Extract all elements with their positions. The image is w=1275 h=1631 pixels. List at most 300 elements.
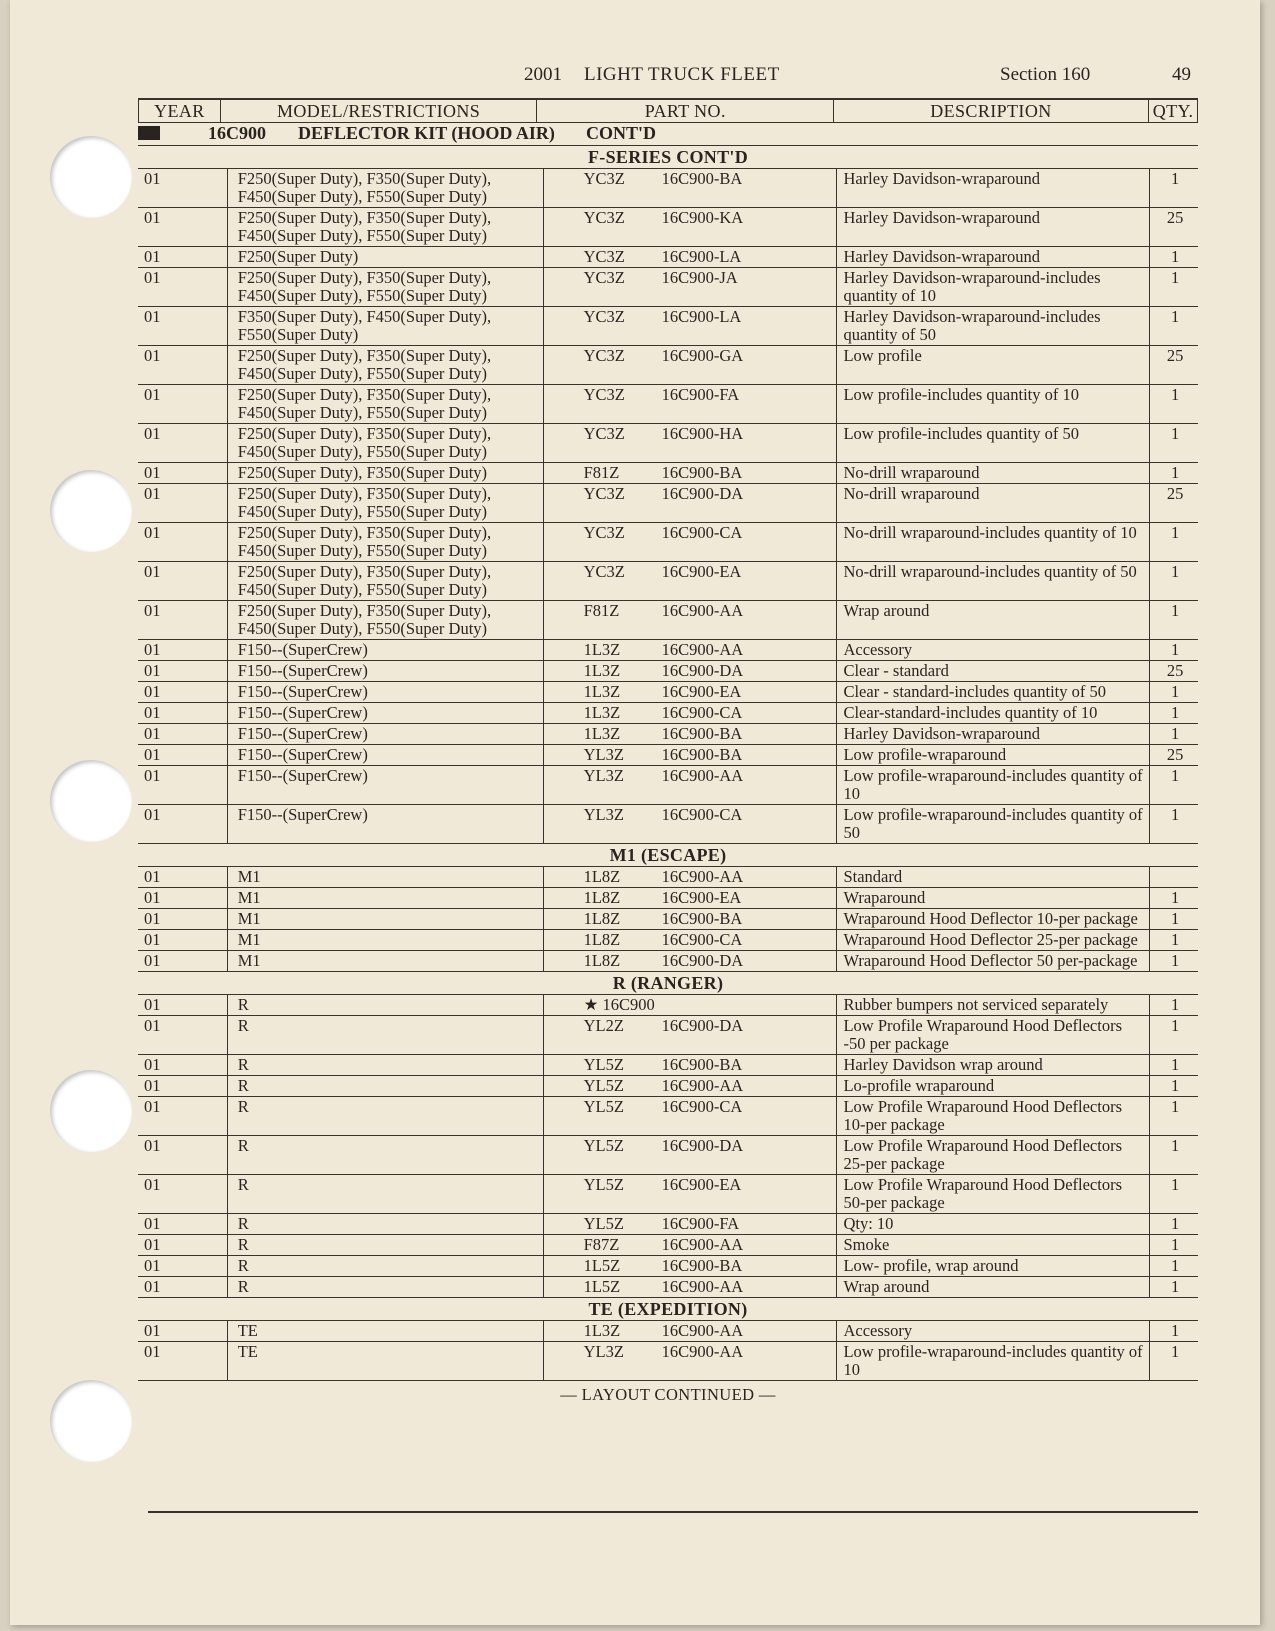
table-row — [138, 1175, 1198, 1214]
row-qty: 1 — [1150, 703, 1198, 724]
part-prefix: 1L3Z — [583, 640, 621, 659]
table-row — [138, 724, 1198, 745]
row-model: M1 — [227, 888, 543, 909]
table-row — [138, 484, 1198, 523]
table-row — [138, 867, 1198, 888]
part-prefix: YL5Z — [583, 1076, 624, 1095]
row-year: 01 — [138, 601, 227, 640]
part-base: 16C900-AA — [661, 1076, 744, 1095]
part-base: 16C900-GA — [661, 346, 744, 365]
row-qty: 1 — [1150, 1321, 1198, 1342]
row-description: Lo-profile wraparound — [837, 1076, 1150, 1097]
row-year: 01 — [138, 640, 227, 661]
row-year: 01 — [138, 661, 227, 682]
row-description: Low profile-includes quantity of 10 — [837, 385, 1150, 424]
table-row — [138, 766, 1198, 805]
table-row — [138, 930, 1198, 951]
section-title: TE (EXPEDITION) — [138, 1298, 1198, 1321]
part-base: 16C900-AA — [661, 640, 744, 659]
row-model: F350(Super Duty), F450(Super Duty), F550(Super Duty) — [227, 307, 543, 346]
row-part-number — [543, 601, 837, 640]
table-row — [138, 562, 1198, 601]
table-row — [138, 1321, 1198, 1342]
row-year: 01 — [138, 346, 227, 385]
row-description: Wraparound — [837, 888, 1150, 909]
row-model: R — [227, 1235, 543, 1256]
part-base: 16C900-DA — [661, 1016, 744, 1035]
row-qty: 1 — [1150, 424, 1198, 463]
table-row — [138, 909, 1198, 930]
part-prefix: 1L3Z — [583, 1321, 621, 1340]
part-base: 16C900-LA — [661, 247, 742, 266]
sections-container — [138, 146, 1198, 1381]
row-qty: 25 — [1150, 346, 1198, 385]
table-row — [138, 682, 1198, 703]
table-row — [138, 463, 1198, 484]
row-qty: 1 — [1150, 1277, 1198, 1298]
row-year: 01 — [138, 208, 227, 247]
kit-marker — [138, 126, 160, 140]
table-row — [138, 995, 1198, 1016]
part-prefix: YC3Z — [583, 169, 625, 188]
row-model: F150--(SuperCrew) — [227, 640, 543, 661]
row-part-number — [543, 703, 837, 724]
part-prefix: YL5Z — [583, 1175, 624, 1194]
table-row — [138, 523, 1198, 562]
part-base: 16C900-BA — [661, 909, 743, 928]
row-year: 01 — [138, 1136, 227, 1175]
part-prefix: F81Z — [583, 463, 620, 482]
col-year-header: YEAR — [139, 99, 221, 123]
row-qty: 25 — [1150, 661, 1198, 682]
row-qty: 1 — [1150, 805, 1198, 844]
row-description: Clear - standard-includes quantity of 50 — [837, 682, 1150, 703]
part-base: 16C900-CA — [661, 1097, 743, 1116]
part-base: 16C900-DA — [661, 951, 744, 970]
row-qty: 1 — [1150, 1342, 1198, 1381]
part-prefix: 1L5Z — [583, 1277, 621, 1296]
row-year: 01 — [138, 1321, 227, 1342]
bottom-rule — [148, 1511, 1198, 1513]
row-model: F250(Super Duty), F350(Super Duty), F450(Super Duty), F550(Super Duty) — [227, 424, 543, 463]
section-title: R (RANGER) — [138, 972, 1198, 995]
table-row — [138, 1256, 1198, 1277]
row-qty: 25 — [1150, 745, 1198, 766]
part-prefix: YC3Z — [583, 268, 625, 287]
part-base: 16C900-LA — [661, 307, 742, 326]
table-row — [138, 169, 1198, 208]
table-row — [138, 703, 1198, 724]
part-prefix: F87Z — [583, 1235, 620, 1254]
row-year: 01 — [138, 463, 227, 484]
row-description: Low profile-wraparound — [837, 745, 1150, 766]
part-base: 16C900-AA — [661, 1235, 744, 1254]
table-row — [138, 1277, 1198, 1298]
row-year: 01 — [138, 766, 227, 805]
row-year: 01 — [138, 247, 227, 268]
row-part-number — [543, 424, 837, 463]
part-prefix: 1L8Z — [583, 888, 621, 907]
row-description: Accessory — [837, 1321, 1150, 1342]
row-part-number — [543, 562, 837, 601]
part-base: 16C900-AA — [661, 1342, 744, 1361]
row-part-number — [543, 1277, 837, 1298]
row-description: Wrap around — [837, 1277, 1150, 1298]
row-model: F150--(SuperCrew) — [227, 805, 543, 844]
part-prefix: YL3Z — [583, 805, 624, 824]
part-prefix: YC3Z — [583, 247, 625, 266]
row-model: TE — [227, 1342, 543, 1381]
row-part-number — [543, 909, 837, 930]
row-model: R — [227, 1277, 543, 1298]
row-description: Wraparound Hood Deflector 25-per package — [837, 930, 1150, 951]
row-year: 01 — [138, 1097, 227, 1136]
row-part-number — [543, 1076, 837, 1097]
table-row — [138, 385, 1198, 424]
row-part-number — [543, 1214, 837, 1235]
part-prefix: YC3Z — [583, 385, 625, 404]
row-year: 01 — [138, 682, 227, 703]
part-base: 16C900-BA — [661, 463, 743, 482]
row-qty: 1 — [1150, 1136, 1198, 1175]
part-prefix: 1L3Z — [583, 661, 621, 680]
row-description: Clear - standard — [837, 661, 1150, 682]
table-row — [138, 640, 1198, 661]
row-part-number — [543, 1175, 837, 1214]
row-part-number — [543, 169, 837, 208]
row-part-number — [543, 995, 837, 1016]
table-row — [138, 805, 1198, 844]
header-year: 2001 — [524, 64, 562, 85]
row-model: F250(Super Duty), F350(Super Duty), F450(Super Duty), F550(Super Duty) — [227, 601, 543, 640]
part-base: 16C900-DA — [661, 484, 744, 503]
table-row — [138, 247, 1198, 268]
row-model: R — [227, 1016, 543, 1055]
part-base: 16C900-CA — [661, 930, 743, 949]
row-part-number — [543, 867, 837, 888]
row-description: Low profile-wraparound-includes quantity of 10 — [837, 766, 1150, 805]
part-prefix: ★ 16C900 — [583, 995, 655, 1014]
row-model: R — [227, 1097, 543, 1136]
row-qty: 1 — [1150, 463, 1198, 484]
row-model: F250(Super Duty), F350(Super Duty), F450(Super Duty), F550(Super Duty) — [227, 523, 543, 562]
row-part-number — [543, 888, 837, 909]
binder-hole — [50, 470, 132, 552]
row-model: F150--(SuperCrew) — [227, 661, 543, 682]
row-year: 01 — [138, 703, 227, 724]
row-model: R — [227, 1256, 543, 1277]
row-part-number — [543, 385, 837, 424]
row-qty: 1 — [1150, 766, 1198, 805]
row-year: 01 — [138, 1076, 227, 1097]
part-prefix: YC3Z — [583, 346, 625, 365]
row-part-number — [543, 640, 837, 661]
row-qty: 1 — [1150, 888, 1198, 909]
row-part-number — [543, 766, 837, 805]
row-year: 01 — [138, 385, 227, 424]
row-part-number — [543, 682, 837, 703]
part-prefix: 1L3Z — [583, 703, 621, 722]
row-part-number — [543, 523, 837, 562]
page-header — [136, 64, 1196, 92]
table-row — [138, 208, 1198, 247]
part-base: 16C900-CA — [661, 703, 743, 722]
table-row — [138, 346, 1198, 385]
parts-table — [138, 867, 1198, 972]
part-base: 16C900-FA — [661, 1214, 740, 1233]
row-year: 01 — [138, 1342, 227, 1381]
binder-hole — [50, 1380, 132, 1462]
row-description: Harley Davidson-wraparound — [837, 169, 1150, 208]
row-part-number — [543, 1235, 837, 1256]
row-year: 01 — [138, 930, 227, 951]
binder-hole — [50, 760, 132, 842]
row-qty: 1 — [1150, 307, 1198, 346]
part-base: 16C900-EA — [661, 562, 742, 581]
row-description: Harley Davidson-wraparound — [837, 247, 1150, 268]
row-year: 01 — [138, 268, 227, 307]
row-description: Harley Davidson-wraparound-includes quantity of 10 — [837, 268, 1150, 307]
table-row — [138, 1097, 1198, 1136]
column-header — [138, 98, 1198, 123]
part-base: 16C900-AA — [661, 1321, 744, 1340]
row-part-number — [543, 268, 837, 307]
row-part-number — [543, 724, 837, 745]
part-prefix: YC3Z — [583, 562, 625, 581]
row-description: Wrap around — [837, 601, 1150, 640]
part-base: 16C900-DA — [661, 661, 744, 680]
row-model: F150--(SuperCrew) — [227, 745, 543, 766]
row-part-number — [543, 805, 837, 844]
part-base: 16C900-KA — [661, 208, 744, 227]
row-description: Low profile — [837, 346, 1150, 385]
row-qty: 25 — [1150, 484, 1198, 523]
row-model: F150--(SuperCrew) — [227, 703, 543, 724]
table-row — [138, 601, 1198, 640]
row-part-number — [543, 1016, 837, 1055]
part-prefix: YL2Z — [583, 1016, 624, 1035]
page-number: 49 — [1172, 64, 1191, 85]
row-part-number — [543, 930, 837, 951]
table-row — [138, 1342, 1198, 1381]
row-part-number — [543, 951, 837, 972]
part-prefix: YL5Z — [583, 1055, 624, 1074]
part-base: 16C900-EA — [661, 1175, 742, 1194]
row-part-number — [543, 1256, 837, 1277]
row-qty — [1150, 867, 1198, 888]
row-part-number — [543, 247, 837, 268]
table-row — [138, 1076, 1198, 1097]
part-base: 16C900-BA — [661, 745, 743, 764]
row-year: 01 — [138, 1016, 227, 1055]
row-year: 01 — [138, 951, 227, 972]
row-qty: 1 — [1150, 995, 1198, 1016]
part-prefix: YL5Z — [583, 1136, 624, 1155]
row-model: M1 — [227, 909, 543, 930]
table-row — [138, 1055, 1198, 1076]
part-base: 16C900-FA — [661, 385, 740, 404]
row-qty: 1 — [1150, 1235, 1198, 1256]
row-model: F250(Super Duty), F350(Super Duty), F450(Super Duty), F550(Super Duty) — [227, 562, 543, 601]
row-model: F150--(SuperCrew) — [227, 682, 543, 703]
row-model: R — [227, 1214, 543, 1235]
row-qty: 1 — [1150, 682, 1198, 703]
row-year: 01 — [138, 424, 227, 463]
row-description: Harley Davidson-wraparound-includes quantity of 50 — [837, 307, 1150, 346]
table-row — [138, 1136, 1198, 1175]
table-row — [138, 1016, 1198, 1055]
row-part-number — [543, 1136, 837, 1175]
row-description: Harley Davidson-wraparound — [837, 208, 1150, 247]
part-prefix: YL5Z — [583, 1097, 624, 1116]
part-base: 16C900-EA — [661, 888, 742, 907]
part-base: 16C900-BA — [661, 724, 743, 743]
col-part-header: PART NO. — [537, 99, 834, 123]
row-part-number — [543, 484, 837, 523]
row-model: TE — [227, 1321, 543, 1342]
table-row — [138, 1235, 1198, 1256]
table-row — [138, 307, 1198, 346]
row-model: M1 — [227, 867, 543, 888]
row-qty: 1 — [1150, 268, 1198, 307]
row-year: 01 — [138, 1214, 227, 1235]
col-qty-header: QTY. — [1148, 99, 1197, 123]
row-qty: 1 — [1150, 1097, 1198, 1136]
row-description: Rubber bumpers not serviced separately — [837, 995, 1150, 1016]
part-prefix: 1L5Z — [583, 1256, 621, 1275]
part-base: 16C900-BA — [661, 1256, 743, 1275]
row-year: 01 — [138, 888, 227, 909]
row-description: Wraparound Hood Deflector 10-per package — [837, 909, 1150, 930]
table-row — [138, 745, 1198, 766]
row-description: No-drill wraparound — [837, 484, 1150, 523]
header-section: Section 160 — [1000, 64, 1091, 85]
row-qty: 1 — [1150, 951, 1198, 972]
row-description: Accessory — [837, 640, 1150, 661]
table-row — [138, 424, 1198, 463]
row-qty: 1 — [1150, 562, 1198, 601]
row-description: Harley Davidson-wraparound — [837, 724, 1150, 745]
row-model: R — [227, 1076, 543, 1097]
row-description: Smoke — [837, 1235, 1150, 1256]
row-description: Qty: 10 — [837, 1214, 1150, 1235]
part-prefix: 1L8Z — [583, 909, 621, 928]
row-qty: 25 — [1150, 208, 1198, 247]
row-year: 01 — [138, 562, 227, 601]
binder-hole — [50, 1070, 132, 1152]
table-row — [138, 661, 1198, 682]
parts-listing — [138, 98, 1198, 1405]
row-model: F250(Super Duty), F350(Super Duty), F450(Super Duty), F550(Super Duty) — [227, 268, 543, 307]
row-model: F150--(SuperCrew) — [227, 724, 543, 745]
row-qty: 1 — [1150, 523, 1198, 562]
row-part-number — [543, 745, 837, 766]
header-title: LIGHT TRUCK FLEET — [584, 64, 780, 85]
row-description: Low Profile Wraparound Hood Deflectors 10-per package — [837, 1097, 1150, 1136]
row-model: M1 — [227, 951, 543, 972]
row-qty: 1 — [1150, 1256, 1198, 1277]
part-base: 16C900-DA — [661, 1136, 744, 1155]
row-year: 01 — [138, 1235, 227, 1256]
row-year: 01 — [138, 867, 227, 888]
part-base: 16C900-BA — [661, 1055, 743, 1074]
kit-continued: CONT'D — [586, 123, 657, 143]
row-model: F150--(SuperCrew) — [227, 766, 543, 805]
col-desc-header: DESCRIPTION — [834, 99, 1149, 123]
part-prefix: YC3Z — [583, 523, 625, 542]
row-model: F250(Super Duty), F350(Super Duty), F450(Super Duty), F550(Super Duty) — [227, 346, 543, 385]
row-year: 01 — [138, 745, 227, 766]
part-prefix: YC3Z — [583, 208, 625, 227]
row-part-number — [543, 463, 837, 484]
row-description: Low profile-includes quantity of 50 — [837, 424, 1150, 463]
part-prefix: YC3Z — [583, 307, 625, 326]
table-row — [138, 268, 1198, 307]
row-model: R — [227, 1055, 543, 1076]
row-description: Wraparound Hood Deflector 50 per-package — [837, 951, 1150, 972]
row-description: Standard — [837, 867, 1150, 888]
row-model: M1 — [227, 930, 543, 951]
part-prefix: F81Z — [583, 601, 620, 620]
part-base: 16C900-BA — [661, 169, 743, 188]
table-row — [138, 1214, 1198, 1235]
part-prefix: 1L3Z — [583, 724, 621, 743]
part-base: 16C900-AA — [661, 867, 744, 886]
row-qty: 1 — [1150, 1055, 1198, 1076]
part-base: 16C900-AA — [661, 1277, 744, 1296]
row-part-number — [543, 307, 837, 346]
row-description: Low- profile, wrap around — [837, 1256, 1150, 1277]
row-year: 01 — [138, 523, 227, 562]
row-description: Low profile-wraparound-includes quantity of 10 — [837, 1342, 1150, 1381]
row-qty: 1 — [1150, 909, 1198, 930]
kit-heading — [138, 123, 1198, 146]
row-model: F250(Super Duty), F350(Super Duty), F450(Super Duty), F550(Super Duty) — [227, 169, 543, 208]
row-model: F250(Super Duty), F350(Super Duty), F450(Super Duty), F550(Super Duty) — [227, 385, 543, 424]
row-model: F250(Super Duty), F350(Super Duty), F450(Super Duty), F550(Super Duty) — [227, 208, 543, 247]
part-base: 16C900-AA — [661, 766, 744, 785]
row-model: R — [227, 995, 543, 1016]
row-year: 01 — [138, 1277, 227, 1298]
part-base: 16C900-CA — [661, 523, 743, 542]
part-base: 16C900-JA — [661, 268, 738, 287]
table-row — [138, 951, 1198, 972]
row-description: Low Profile Wraparound Hood Deflectors 50-per package — [837, 1175, 1150, 1214]
row-qty: 1 — [1150, 1175, 1198, 1214]
row-qty: 1 — [1150, 247, 1198, 268]
row-model: F250(Super Duty), F350(Super Duty), F450(Super Duty), F550(Super Duty) — [227, 484, 543, 523]
part-prefix: 1L8Z — [583, 930, 621, 949]
row-year: 01 — [138, 1175, 227, 1214]
row-qty: 1 — [1150, 930, 1198, 951]
row-model: F250(Super Duty), F350(Super Duty) — [227, 463, 543, 484]
row-qty: 1 — [1150, 385, 1198, 424]
row-qty: 1 — [1150, 1214, 1198, 1235]
row-part-number — [543, 346, 837, 385]
row-description: Harley Davidson wrap around — [837, 1055, 1150, 1076]
row-part-number — [543, 1321, 837, 1342]
part-prefix: YL3Z — [583, 1342, 624, 1361]
kit-description: DEFLECTOR KIT (HOOD AIR) — [298, 123, 555, 143]
row-description: Low Profile Wraparound Hood Deflectors 25-per package — [837, 1136, 1150, 1175]
part-base: 16C900-CA — [661, 805, 743, 824]
part-prefix: YC3Z — [583, 424, 625, 443]
row-year: 01 — [138, 1055, 227, 1076]
row-qty: 1 — [1150, 640, 1198, 661]
row-qty: 1 — [1150, 724, 1198, 745]
part-base: 16C900-AA — [661, 601, 744, 620]
row-description: Clear-standard-includes quantity of 10 — [837, 703, 1150, 724]
